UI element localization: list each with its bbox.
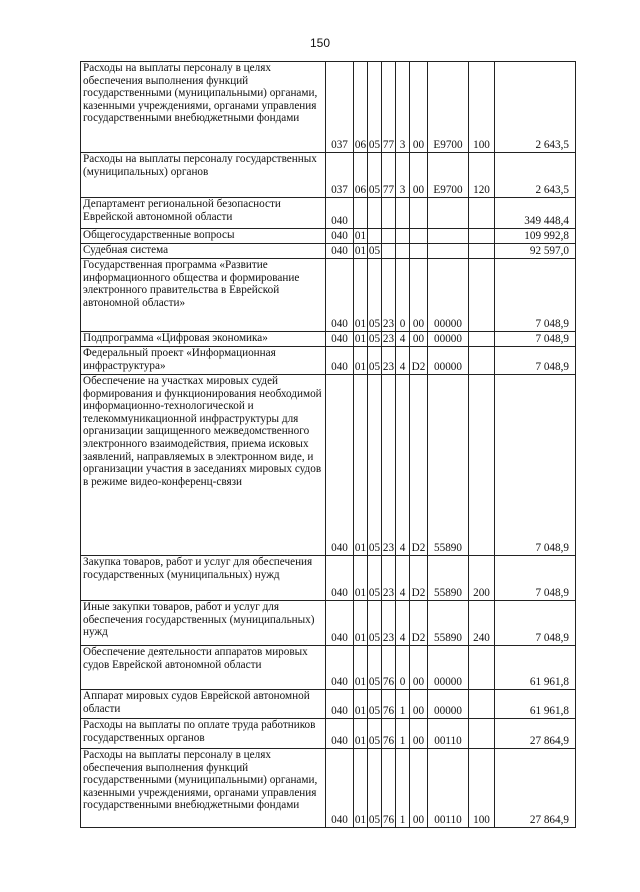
direction-code-cell: 55890 bbox=[428, 601, 469, 646]
subprogram-code-cell: 4 bbox=[396, 556, 410, 601]
subprogram-code-cell: 4 bbox=[396, 347, 410, 375]
item-name: Судебная система bbox=[83, 244, 169, 256]
grbs-cell: 037 bbox=[326, 62, 354, 153]
table-row bbox=[81, 646, 576, 690]
project-code-cell: 00 bbox=[410, 153, 428, 198]
table-row bbox=[81, 153, 576, 198]
program-code-cell: 23 bbox=[382, 601, 396, 646]
item-name-cell bbox=[81, 601, 326, 646]
expense-type-cell bbox=[469, 259, 495, 332]
direction-code-cell: E9700 bbox=[428, 153, 469, 198]
grbs-cell: 040 bbox=[326, 332, 354, 347]
amount-cell: 2 643,5 bbox=[495, 153, 576, 198]
direction-code-cell: 00000 bbox=[428, 690, 469, 719]
program-code-cell: 76 bbox=[382, 646, 396, 690]
expense-type-cell: 100 bbox=[469, 62, 495, 153]
expense-type-cell bbox=[469, 198, 495, 229]
section-cell: 06 bbox=[354, 62, 368, 153]
page-number: 150 bbox=[309, 36, 331, 50]
project-code-cell: D2 bbox=[410, 347, 428, 375]
expense-type-cell: 120 bbox=[469, 153, 495, 198]
program-code-cell: 76 bbox=[382, 749, 396, 828]
table-row bbox=[81, 375, 576, 556]
program-code-cell: 77 bbox=[382, 62, 396, 153]
expense-type-cell bbox=[469, 244, 495, 259]
subprogram-code-cell: 1 bbox=[396, 719, 410, 749]
grbs-cell: 040 bbox=[326, 601, 354, 646]
project-code-cell: 00 bbox=[410, 719, 428, 749]
table-row bbox=[81, 719, 576, 749]
item-name-cell bbox=[81, 749, 326, 828]
direction-code-cell: 55890 bbox=[428, 375, 469, 556]
grbs-cell: 040 bbox=[326, 347, 354, 375]
item-name: Обеспечение деятельности аппаратов мировых судов Еврейской автономной области bbox=[83, 646, 308, 671]
program-code-cell: 77 bbox=[382, 153, 396, 198]
amount-cell: 7 048,9 bbox=[495, 332, 576, 347]
subsection-cell: 05 bbox=[368, 749, 382, 828]
section-cell: 01 bbox=[354, 245, 367, 258]
program-code-cell: 23 bbox=[382, 259, 396, 332]
item-name-cell bbox=[81, 646, 326, 690]
item-name-cell bbox=[81, 690, 326, 719]
amount-cell: 7 048,9 bbox=[495, 259, 576, 332]
expense-type-cell: 240 bbox=[469, 601, 495, 646]
item-name: Иные закупки товаров, работ и услуг для обеспечения государственных (муниципальных) нужд bbox=[83, 601, 315, 639]
grbs-cell: 040 bbox=[326, 556, 354, 601]
grbs-cell: 040 bbox=[326, 375, 354, 556]
direction-code-cell: 00000 bbox=[428, 347, 469, 375]
subprogram-code-cell: 3 bbox=[396, 153, 410, 198]
item-name-cell bbox=[81, 244, 326, 259]
project-code-cell: 00 bbox=[410, 690, 428, 719]
section-cell: 01 bbox=[354, 749, 368, 828]
direction-code-cell bbox=[428, 198, 469, 229]
grbs-cell: 040 bbox=[326, 719, 354, 749]
item-name-cell bbox=[81, 62, 326, 153]
subprogram-code-cell: 3 bbox=[396, 62, 410, 153]
subprogram-code-cell: 0 bbox=[396, 259, 410, 332]
item-name: Общегосударственные вопросы bbox=[83, 229, 235, 241]
subprogram-code-cell bbox=[396, 198, 410, 229]
direction-code-cell: 00000 bbox=[428, 259, 469, 332]
grbs-cell: 040 bbox=[326, 259, 354, 332]
program-code-cell: 23 bbox=[382, 375, 396, 556]
program-code-cell: 23 bbox=[382, 347, 396, 375]
subsection-cell: 05 bbox=[368, 556, 382, 601]
subsection-cell: 05 bbox=[368, 646, 382, 690]
grbs-cell: 040 bbox=[326, 244, 354, 259]
section-cell: 01 bbox=[354, 259, 368, 332]
subsection-cell bbox=[368, 229, 382, 244]
table-row bbox=[81, 259, 576, 332]
program-code-cell: 23 bbox=[382, 333, 395, 346]
grbs-cell: 040 bbox=[326, 690, 354, 719]
project-code-cell: 00 bbox=[410, 749, 428, 828]
expense-type-cell: 100 bbox=[469, 749, 495, 828]
subprogram-code-cell bbox=[396, 229, 410, 244]
direction-code-cell: 00110 bbox=[428, 719, 469, 749]
table-row bbox=[81, 229, 576, 244]
item-name: Подпрограмма «Цифровая экономика» bbox=[83, 332, 268, 344]
item-name-cell bbox=[81, 229, 326, 244]
direction-code-cell: 55890 bbox=[428, 556, 469, 601]
direction-code-cell: 00000 bbox=[428, 332, 469, 347]
subsection-cell: 05 bbox=[368, 719, 382, 749]
item-name: Федеральный проект «Информационная инфраструктура» bbox=[83, 347, 276, 372]
subsection-cell: 05 bbox=[368, 347, 382, 375]
subprogram-code-cell: 4 bbox=[396, 601, 410, 646]
project-code-cell: D2 bbox=[410, 601, 428, 646]
table-row bbox=[81, 347, 576, 375]
project-code-cell: 00 bbox=[410, 646, 428, 690]
subsection-cell: 05 bbox=[368, 62, 382, 153]
subsection-cell: 05 bbox=[368, 375, 382, 556]
section-cell: 01 bbox=[354, 646, 368, 690]
expense-type-cell bbox=[469, 719, 495, 749]
table-row bbox=[81, 332, 576, 347]
amount-cell: 92 597,0 bbox=[495, 244, 576, 259]
item-name: Расходы на выплаты персоналу в целях обеспечения выполнения функций государственными (муниципальными) органами, казенными учреждениями, органами управления государственными внебюджетными фондами bbox=[83, 749, 318, 812]
section-cell: 01 bbox=[354, 230, 367, 243]
table-row bbox=[81, 244, 576, 259]
grbs-cell: 037 bbox=[326, 153, 354, 198]
subsection-cell: 05 bbox=[368, 245, 381, 258]
subsection-cell: 05 bbox=[368, 601, 382, 646]
amount-cell: 7 048,9 bbox=[495, 601, 576, 646]
grbs-cell: 040 bbox=[326, 749, 354, 828]
table-row bbox=[81, 601, 576, 646]
program-code-cell bbox=[382, 229, 396, 244]
program-code-cell: 76 bbox=[382, 690, 396, 719]
item-name: Расходы на выплаты персоналу государственных (муниципальных) органов bbox=[83, 153, 317, 178]
item-name-cell bbox=[81, 332, 326, 347]
item-name: Расходы на выплаты персоналу в целях обеспечения выполнения функций государственными (муниципальными) органами, казенными учреждениями, органами управления государственными внебюджетными фондами bbox=[83, 62, 318, 125]
expense-type-cell bbox=[469, 347, 495, 375]
section-cell bbox=[354, 198, 368, 229]
item-name-cell bbox=[81, 259, 326, 332]
item-name-cell bbox=[81, 556, 326, 601]
project-code-cell bbox=[410, 229, 428, 244]
program-code-cell: 23 bbox=[382, 556, 396, 601]
project-code-cell bbox=[410, 198, 428, 229]
table-row bbox=[81, 690, 576, 719]
item-name: Расходы на выплаты по оплате труда работников государственных органов bbox=[83, 719, 316, 744]
budget-table bbox=[80, 61, 576, 828]
project-code-cell bbox=[410, 244, 428, 259]
program-code-cell bbox=[382, 244, 396, 259]
table-row bbox=[81, 62, 576, 153]
section-cell: 01 bbox=[354, 601, 368, 646]
item-name: Департамент региональной безопасности Еврейской автономной области bbox=[83, 198, 281, 223]
subsection-cell: 05 bbox=[368, 153, 382, 198]
subsection-cell: 05 bbox=[368, 333, 381, 346]
item-name: Обеспечение на участках мировых судей формирования и функционирования необходимой информационно-технологической и телекоммуникационной инфраструктуры для организации защищенного межведомственного электронного взаимодействия, приема исковых заявлений, направляемых в электронном виде, и организации участия в заседаниях мировых судов в режиме видео-конференц-связи bbox=[83, 375, 322, 488]
table-row bbox=[81, 749, 576, 828]
program-code-cell bbox=[382, 198, 396, 229]
subsection-cell: 05 bbox=[368, 259, 382, 332]
subprogram-code-cell bbox=[396, 244, 410, 259]
item-name: Закупка товаров, работ и услуг для обеспечения государственных (муниципальных) нужд bbox=[83, 556, 313, 581]
program-code-cell: 76 bbox=[382, 719, 396, 749]
grbs-cell: 040 bbox=[326, 198, 354, 229]
expense-type-cell bbox=[469, 690, 495, 719]
direction-code-cell bbox=[428, 244, 469, 259]
amount-cell: 2 643,5 bbox=[495, 62, 576, 153]
item-name-cell bbox=[81, 153, 326, 198]
grbs-cell: 040 bbox=[326, 229, 354, 244]
subprogram-code-cell: 4 bbox=[396, 375, 410, 556]
subprogram-code-cell: 1 bbox=[396, 749, 410, 828]
subsection-cell: 05 bbox=[368, 690, 382, 719]
item-name: Аппарат мировых судов Еврейской автономной области bbox=[83, 690, 310, 715]
amount-cell: 61 961,8 bbox=[495, 646, 576, 690]
project-code-cell: D2 bbox=[410, 375, 428, 556]
amount-cell: 349 448,4 bbox=[495, 198, 576, 229]
table-row bbox=[81, 198, 576, 229]
expense-type-cell bbox=[469, 332, 495, 347]
subprogram-code-cell: 1 bbox=[396, 690, 410, 719]
amount-cell: 61 961,8 bbox=[495, 690, 576, 719]
project-code-cell: 00 bbox=[410, 332, 428, 347]
amount-cell: 7 048,9 bbox=[495, 375, 576, 556]
project-code-cell: 00 bbox=[410, 259, 428, 332]
item-name-cell bbox=[81, 719, 326, 749]
amount-cell: 7 048,9 bbox=[495, 347, 576, 375]
section-cell: 06 bbox=[354, 153, 368, 198]
amount-cell: 27 864,9 bbox=[495, 719, 576, 749]
direction-code-cell bbox=[428, 229, 469, 244]
section-cell: 01 bbox=[354, 556, 368, 601]
project-code-cell: 00 bbox=[410, 62, 428, 153]
grbs-cell: 040 bbox=[326, 646, 354, 690]
item-name: Государственная программа «Развитие информационного общества и формирование электронного правительства в Еврейской автономной области» bbox=[83, 259, 300, 309]
project-code-cell: D2 bbox=[410, 556, 428, 601]
amount-cell: 27 864,9 bbox=[495, 749, 576, 828]
subprogram-code-cell: 0 bbox=[396, 646, 410, 690]
subsection-cell bbox=[368, 198, 382, 229]
section-cell: 01 bbox=[354, 347, 368, 375]
section-cell: 01 bbox=[354, 333, 367, 346]
section-cell: 01 bbox=[354, 719, 368, 749]
expense-type-cell bbox=[469, 375, 495, 556]
item-name-cell bbox=[81, 347, 326, 375]
section-cell: 01 bbox=[354, 690, 368, 719]
table-row bbox=[81, 556, 576, 601]
amount-cell: 109 992,8 bbox=[495, 229, 576, 244]
subprogram-code-cell: 4 bbox=[396, 332, 410, 347]
direction-code-cell: 00000 bbox=[428, 646, 469, 690]
section-cell: 01 bbox=[354, 375, 368, 556]
item-name-cell bbox=[81, 375, 326, 556]
direction-code-cell: 00110 bbox=[428, 749, 469, 828]
amount-cell: 7 048,9 bbox=[495, 556, 576, 601]
expense-type-cell bbox=[469, 229, 495, 244]
expense-type-cell: 200 bbox=[469, 556, 495, 601]
direction-code-cell: E9700 bbox=[428, 62, 469, 153]
expense-type-cell bbox=[469, 646, 495, 690]
item-name-cell bbox=[81, 198, 326, 229]
